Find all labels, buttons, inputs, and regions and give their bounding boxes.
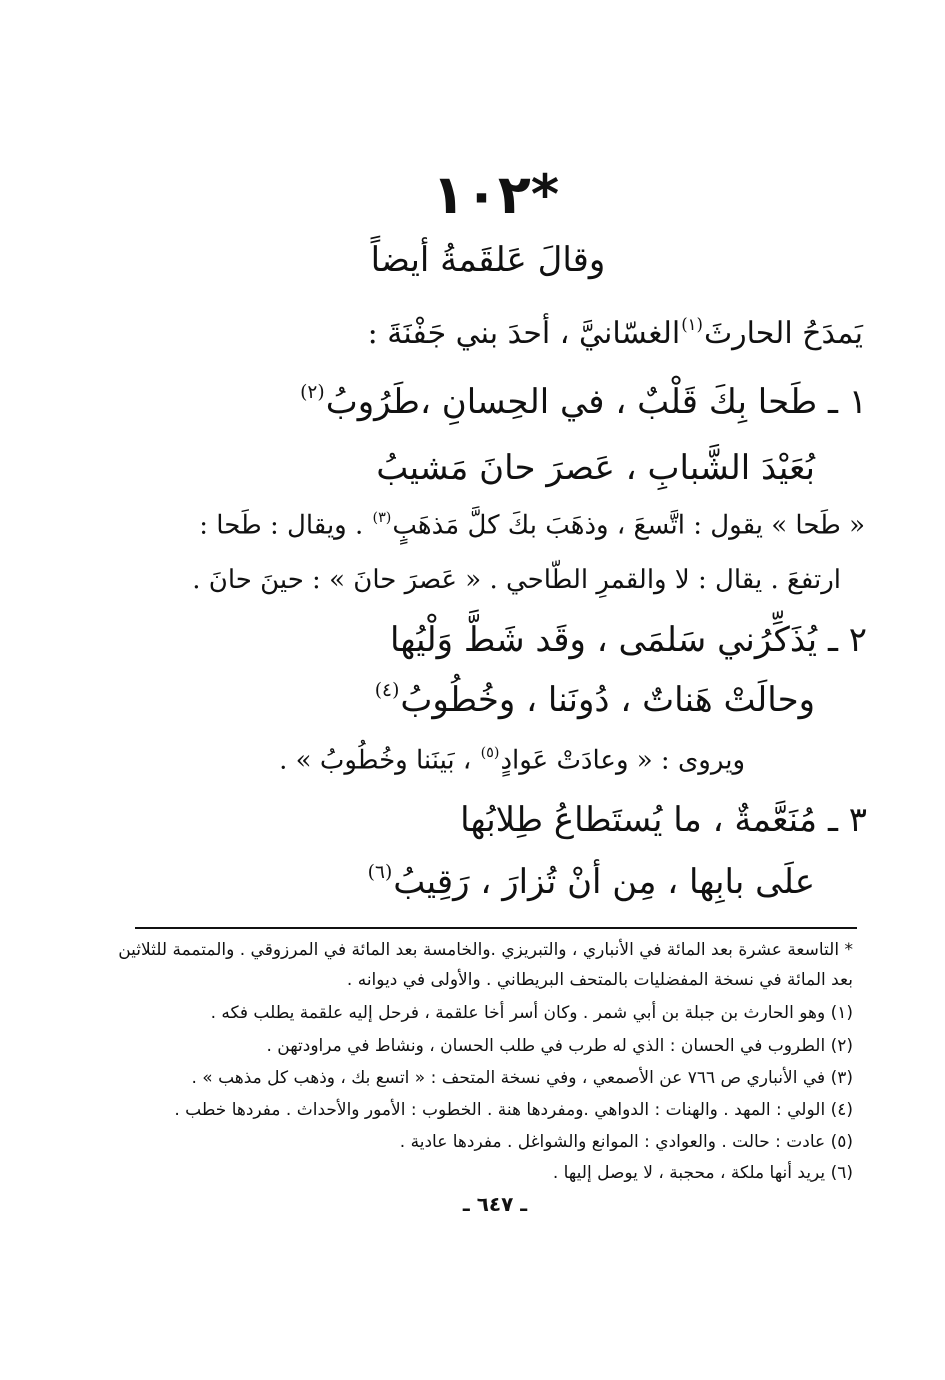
footnote-3 (191, 1068, 853, 1088)
footnote-1 (211, 1003, 853, 1023)
hemistich: يُذَكِّرُني سَلمَى ، وقَد شَطَّ وَلْيُها (389, 620, 818, 660)
poem-intro (368, 315, 863, 351)
gloss-text: ارتفعَ . يقال : لا والقمرِ الطّاحي . « عَصرَ حانَ » : حينَ حانَ . (192, 565, 841, 595)
verse-number: ٢ ـ (827, 620, 867, 660)
footnote-mark: * (844, 940, 853, 960)
hemistich: مُنَعَّمةٌ ، ما يُستَطاعُ طِلابُها (460, 800, 818, 840)
verse-3-first-half (460, 800, 867, 840)
footnote-divider (135, 927, 857, 929)
footnote-star-line-1 (118, 940, 853, 960)
note-ref: (٦) (367, 862, 393, 884)
footnote-6 (553, 1163, 853, 1183)
footnote-mark: (١) (830, 1003, 853, 1023)
verse-1-second-half (376, 448, 815, 488)
hemistich: علَى بابِها ، مِن أنْ تُزارَ ، رَقِيبُ (393, 862, 815, 902)
note-ref: (٣) (372, 510, 392, 526)
hemistich: وحالَتْ هَناتٌ ، دُونَنا ، وخُطُوبُ (400, 680, 815, 720)
verse-2-second-half (374, 680, 815, 720)
intro-text-before: يَمدَحُ الحارثَ (703, 316, 863, 352)
verse-number: ١ ـ (827, 382, 867, 422)
footnote-text: في الأنباري ص ٧٦٦ عن الأصمعي ، وفي نسخة المتحف : « اتسع بك ، وذهب كل مذهب » . (191, 1068, 826, 1088)
footnote-text: الولي : المهد . والهنات : الدواهي .ومفردها هنة . الخطوب : الأمور والأحداث . مفردها خطب . (174, 1100, 826, 1120)
gloss-text: « طَحا » يقول : اتَّسعَ ، وذهَبَ بكَ كلَّ مَذهَبٍ (392, 510, 865, 541)
footnote-mark: (٦) (830, 1163, 853, 1183)
gloss-text: . ويقال : طَحا : (199, 510, 364, 541)
note-ref: (٢) (300, 382, 325, 404)
intro-text-after: الغسّانيَّ ، أحدَ بني جَفْنَةَ : (367, 316, 681, 352)
footnote-5 (400, 1132, 853, 1152)
verse-number: ٣ ـ (827, 800, 867, 840)
note-ref: (٥) (480, 745, 500, 761)
note-ref: (٤) (374, 680, 400, 702)
gloss-text: ، بَينَنا وخُطُوبُ » . (279, 745, 472, 776)
poem-title: وقالَ عَلقَمةُ أيضاً (370, 240, 606, 280)
verse-3-second-half (367, 862, 815, 902)
footnote-text: وهو الحارث بن جبلة بن أبي شمر . وكان أسر أخا علقمة ، فرحل إليه علقمة يطلب فكه . (210, 1003, 826, 1023)
hemistich: بُعَيْدَ الشَّبابِ ، عَصرَ حانَ مَشيبُ (376, 448, 815, 488)
verse-1-first-half (299, 382, 867, 422)
gloss-verse-1-line-1 (199, 510, 865, 540)
footnote-mark: (٢) (830, 1036, 853, 1056)
footnote-star-line-2 (347, 970, 853, 990)
note-ref: (١) (681, 315, 703, 334)
footnote-text: يريد أنها ملكة ، محجبة ، لا يوصل إليها . (552, 1163, 826, 1183)
footnote-text: التاسعة عشرة بعد المائة في الأنباري ، والتبريزي .والخامسة بعد المائة في المرزوقي . والمتممة للثلاثين (118, 940, 840, 960)
gloss-verse-1-line-2 (192, 565, 841, 595)
footnote-4 (174, 1100, 853, 1120)
verse-2-first-half (390, 620, 867, 660)
footnote-mark: (٣) (830, 1068, 853, 1088)
footnote-text: عادت : حالت . والعوادي : الموانع والشواغل . مفردها عادية . (399, 1132, 826, 1152)
footnote-mark: (٥) (830, 1132, 853, 1152)
footnote-text: الطروب في الحسان : الذي له طرب في طلب الحسان ، ونشاط في مراودتهن . (266, 1036, 826, 1056)
hemistich: طَحا بِكَ قَلْبٌ ، في الحِسانِ ،طَرُوبُ (325, 382, 818, 422)
footnote-2 (266, 1036, 853, 1056)
footnote-text: بعد المائة في نسخة المفضليات بالمتحف البريطاني . والأولى في ديوانه . (346, 970, 853, 990)
gloss-verse-2 (279, 745, 745, 775)
gloss-text: ويروى : « وعادَتْ عَوادٍ (500, 745, 745, 776)
page-number: ـ ٦٤٧ ـ (462, 1192, 528, 1216)
footnote-mark: (٤) (830, 1100, 853, 1120)
poem-number: ١٠٢* (432, 163, 560, 226)
